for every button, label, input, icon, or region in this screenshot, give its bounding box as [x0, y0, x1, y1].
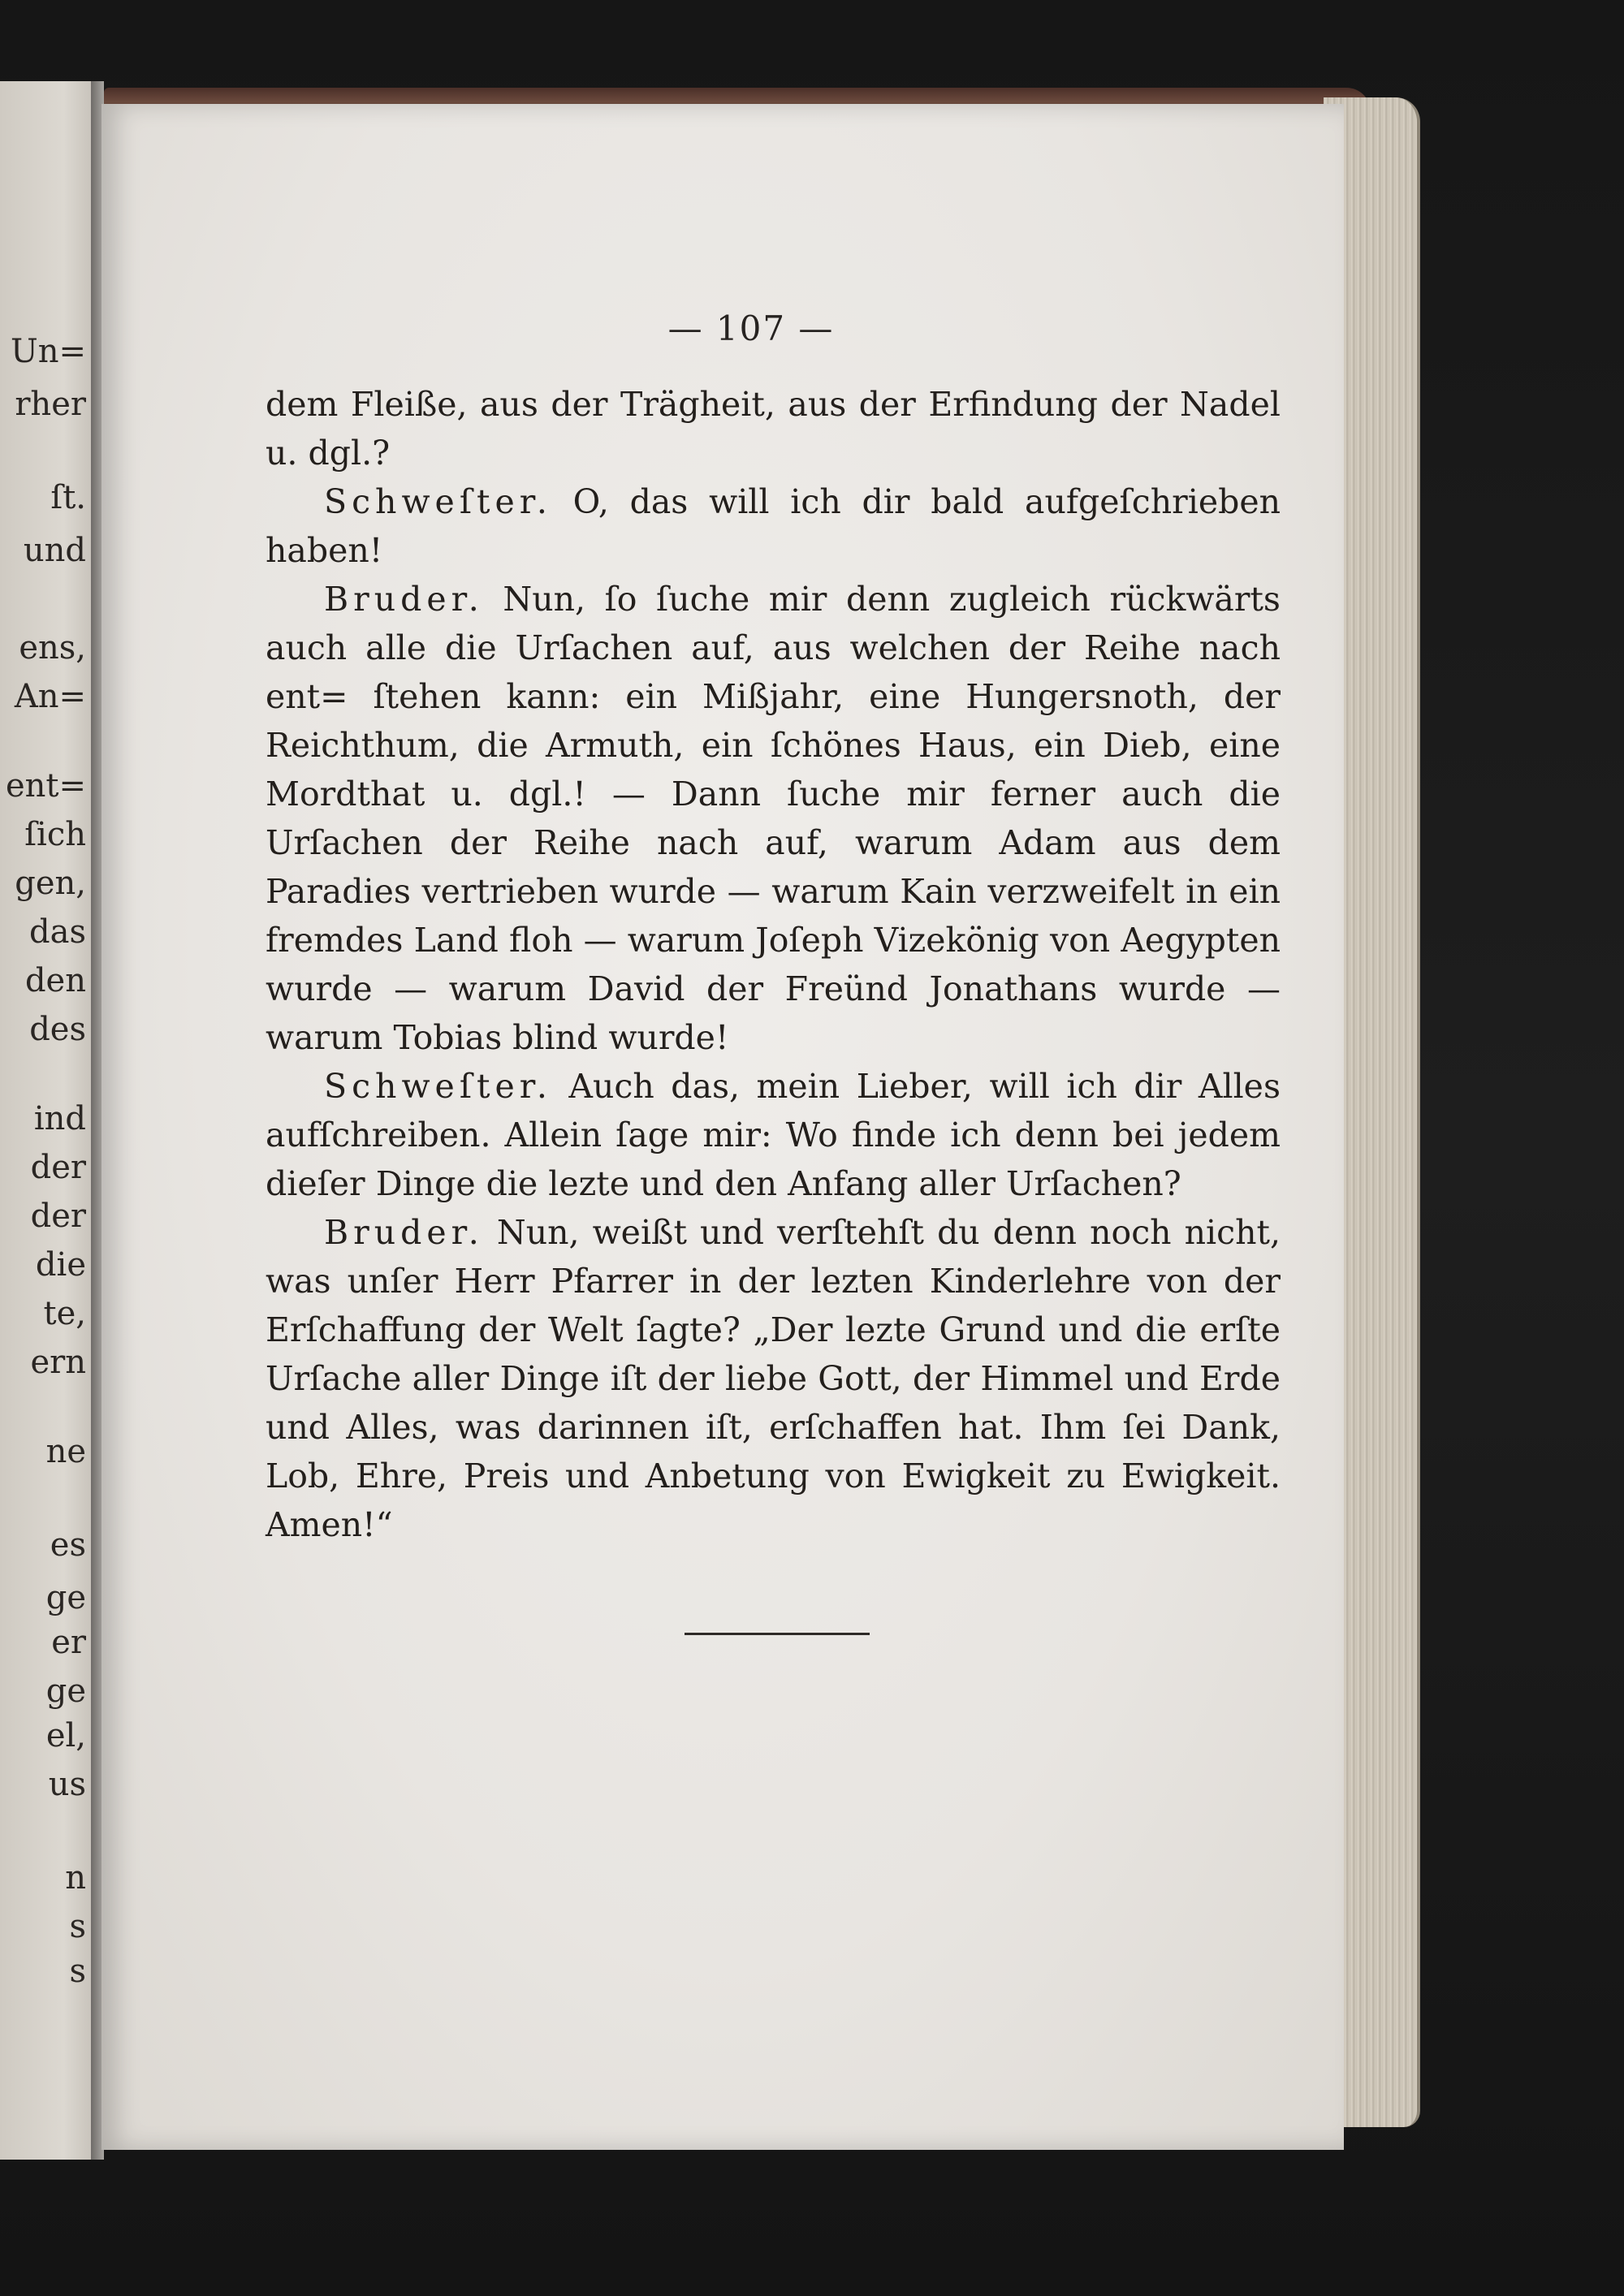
left-page-fragment: das [29, 913, 86, 951]
paragraph-5-text: Nun, weißt und verſtehſt du denn noch nicht, was unſer Herr Pfarrer in der lezten Kinderlehre von der Erſchaffung der Welt ſagte? „Der lezte Grund und die erſte Urſache aller Dinge iſt der liebe Gott, der Himmel und Erde und Alles, was darinnen iſt, erſchaffen hat. Ihm ſei Dank, Lob, Ehre, Preis und Anbetung von Ewigkeit zu Ewigkeit. Amen!“ [266, 1213, 1281, 1544]
left-page-fragment: s [69, 1908, 86, 1945]
paragraph-2 [266, 477, 1281, 575]
left-page-fragment: ern [30, 1344, 86, 1381]
paragraph-3 [266, 575, 1281, 1062]
paragraph-4-text: Auch das, mein Lieber, will ich dir Alles aufſchreiben. Allein ſage mir: Wo finde ich denn bei jedem dieſer Dinge die lezte und den Anfang aller Urſachen? [266, 1067, 1281, 1203]
left-page-fragment: gen, [15, 865, 86, 902]
left-page-fragment: us [48, 1766, 86, 1803]
speaker-label: Bruder. [324, 580, 484, 619]
paragraph-4 [266, 1062, 1281, 1208]
end-rule [685, 1633, 870, 1635]
left-page-fragment: des [29, 1011, 86, 1048]
left-page-fragment: und [23, 532, 86, 569]
speaker-label: Schweſter. [324, 1067, 552, 1106]
paragraph-3-text: Nun, ſo ſuche mir denn zugleich rückwärts auch alle die Urſachen auf, aus welchen der Reihe nach ent= ſtehen kann: ein Mißjahr, eine Hungersnoth, der Reichthum, die Armuth, ein ſchönes Haus, ein Dieb, eine Mordthat u. dgl.! — Dann ſuche mir ferner auch die Urſachen der Reihe nach auf, warum Adam aus dem Paradies vertrieben wurde — warum Kain verzweifelt in ein fremdes Land floh — warum Joſeph Vizekönig von Aegypten wurde — warum David der Freünd Jonathans wurde — warum Tobias blind wurde! [266, 580, 1281, 1057]
paragraph-1-text: dem Fleiße, aus der Trägheit, aus der Erfindung der Nadel u. dgl.? [266, 385, 1281, 473]
paragraph-1 [266, 380, 1281, 477]
left-page-fragment: der [30, 1149, 86, 1186]
previous-page-edge [0, 81, 93, 2160]
speaker-label: Schweſter. [324, 482, 552, 521]
book-page [102, 104, 1344, 2150]
left-page-fragment: er [51, 1624, 86, 1661]
left-page-fragment: s [69, 1953, 86, 1990]
left-page-fragment: ge [45, 1672, 86, 1710]
left-page-fragment: es [50, 1526, 86, 1564]
left-page-fragment: ind [33, 1100, 86, 1137]
left-page-fragment: die [35, 1246, 86, 1284]
left-page-fragment: ent= [5, 767, 86, 805]
page-number: — 107 — [667, 309, 835, 348]
speaker-label: Bruder. [324, 1213, 484, 1252]
left-page-fragment: ſich [24, 816, 86, 853]
left-page-fragment: ſt. [50, 479, 86, 516]
paragraph-5 [266, 1208, 1281, 1549]
page-text [266, 380, 1281, 1549]
left-page-fragment: el, [45, 1717, 86, 1754]
left-page-fragment: n [65, 1859, 86, 1897]
left-page-fragment: ne [45, 1433, 86, 1470]
left-page-fragment: rher [15, 386, 86, 423]
left-page-fragment: Un= [11, 333, 86, 370]
left-page-fragment: ge [45, 1579, 86, 1616]
left-page-fragment: den [24, 962, 86, 999]
left-page-fragment: ens, [19, 629, 86, 667]
paragraph-2-text: O, das will ich dir bald aufgeſchrieben haben! [266, 482, 1281, 570]
left-page-fragment: der [30, 1198, 86, 1235]
left-page-fragment: te, [43, 1295, 86, 1332]
left-page-fragment: An= [14, 678, 86, 715]
